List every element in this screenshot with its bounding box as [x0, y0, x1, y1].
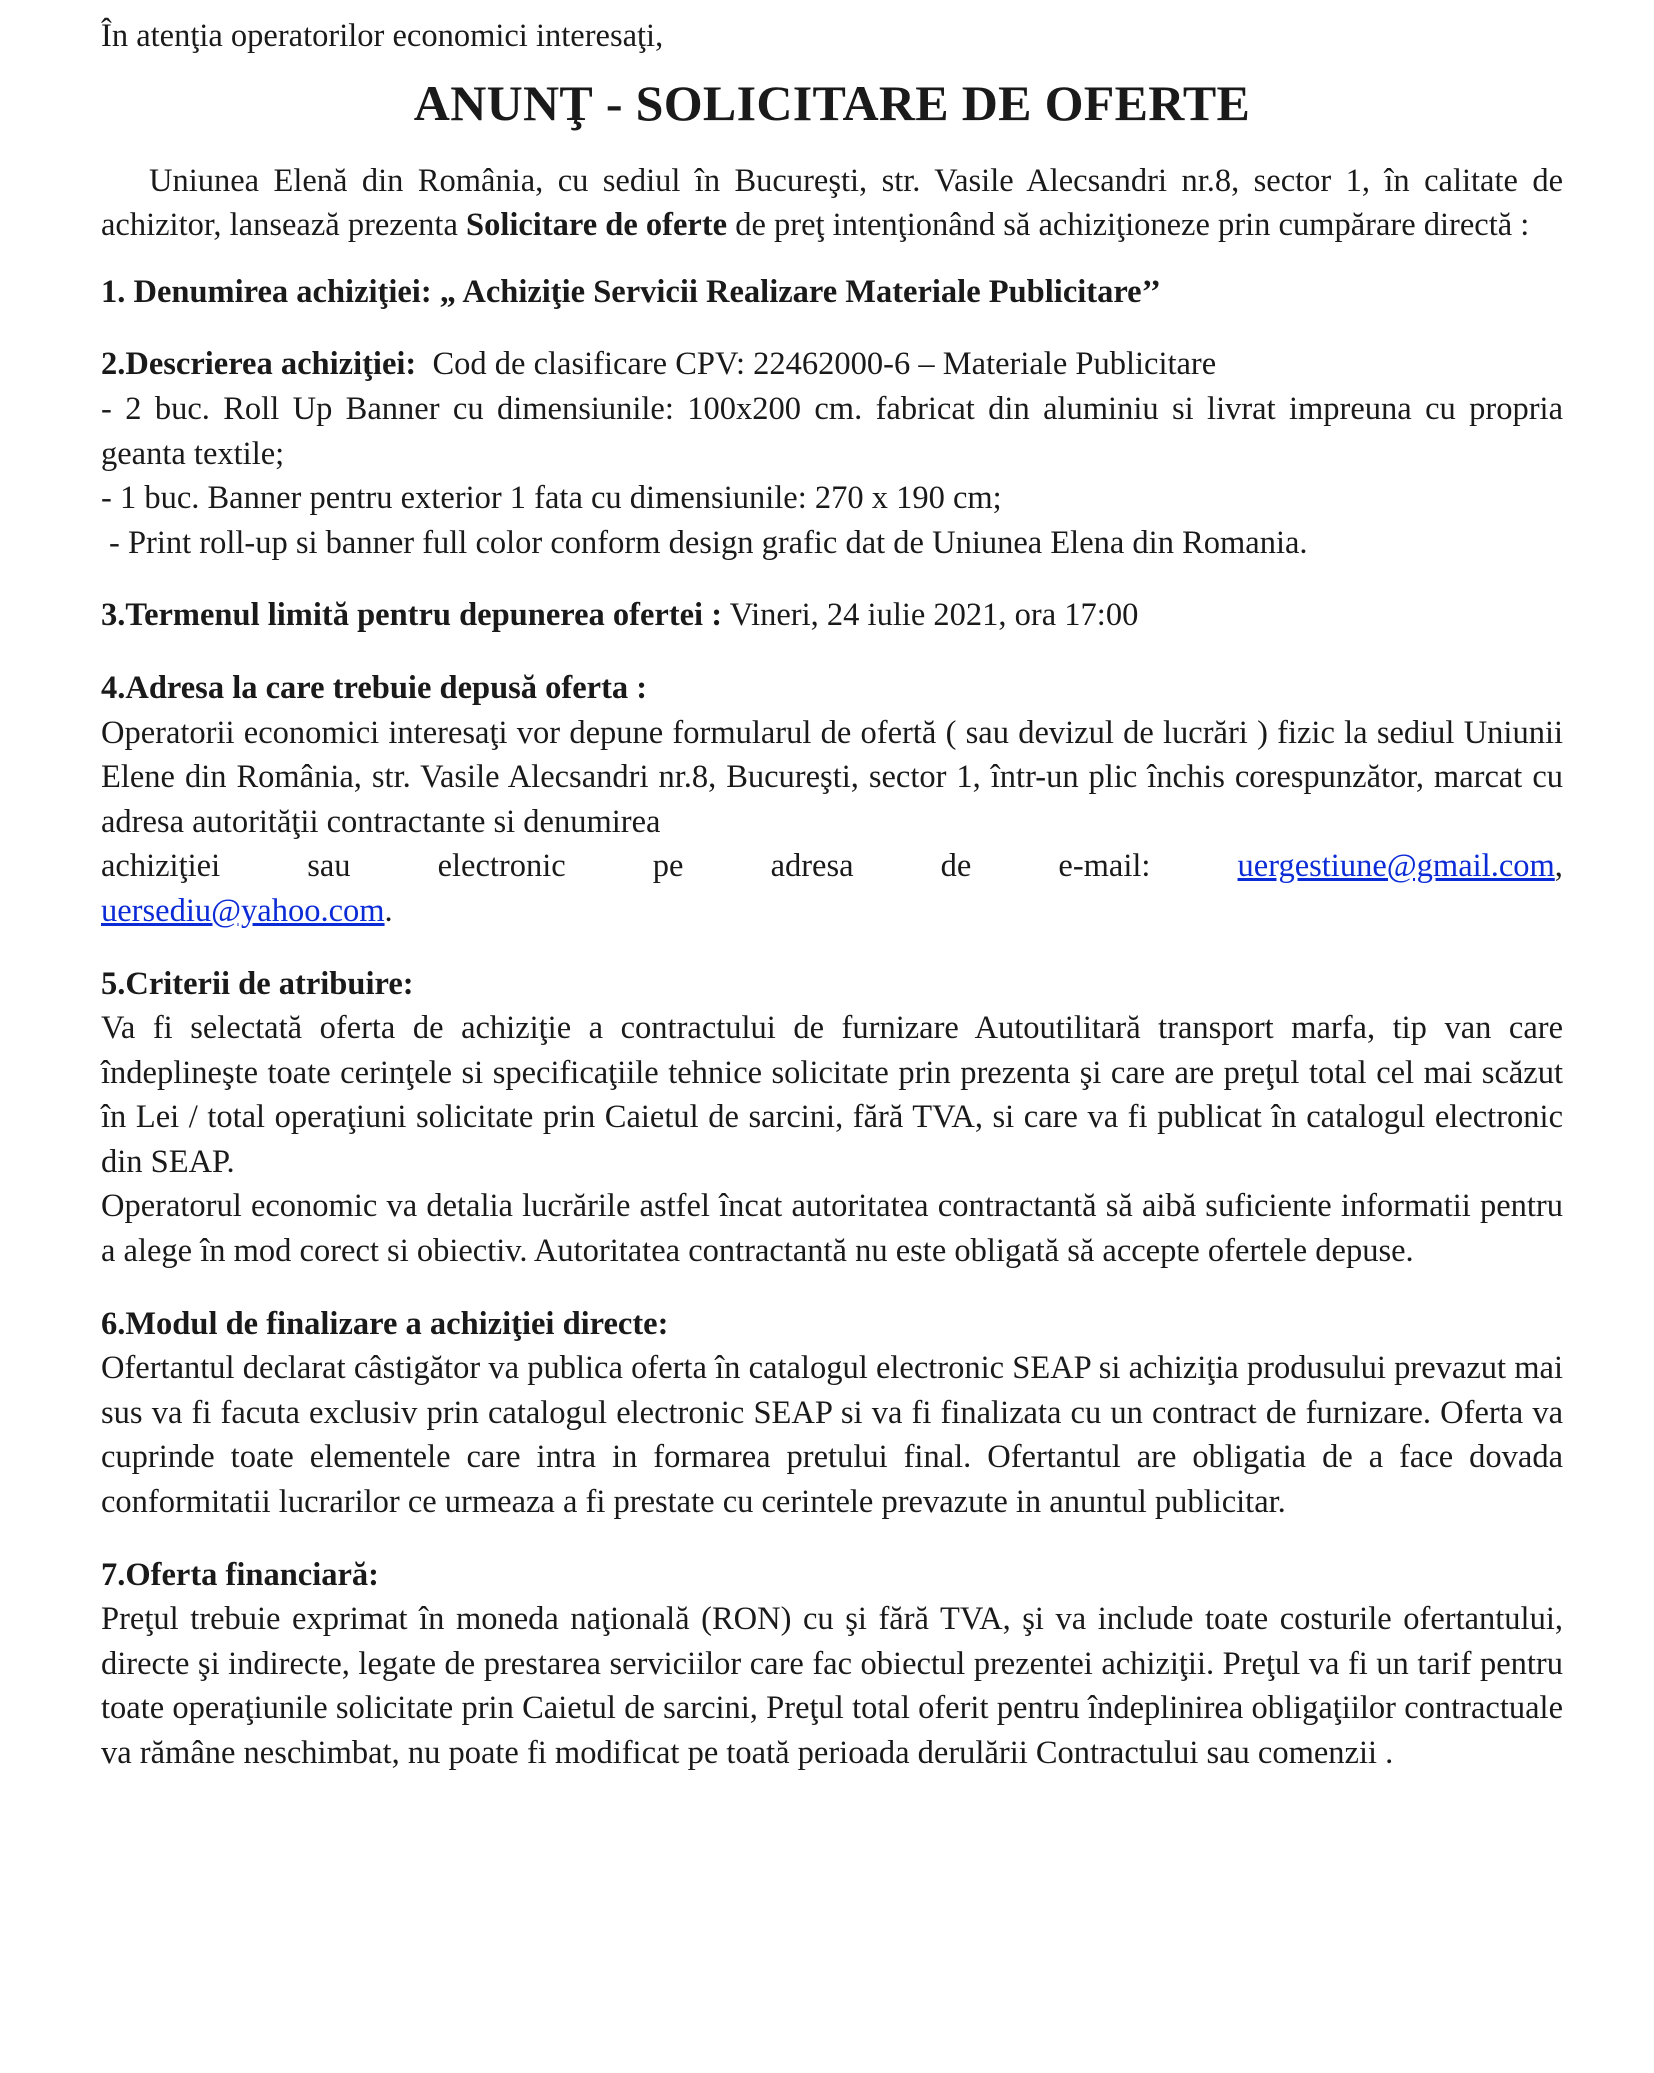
section-2-item-2: - 1 buc. Banner pentru exterior 1 fata cu dimensiunile: 270 x 190 cm; — [101, 480, 1002, 517]
section-2-item-3: - Print roll-up si banner full color conform design grafic dat de Uniunea Elena din Romania. — [109, 524, 1308, 561]
section-6-body: Ofertantul declarat câstigător va publica oferta în catalogul electronic SEAP si achiziţia produsului prevazut mai sus va fi facuta exclusiv prin catalogul electronic SEAP si va fi finalizata cu un contract de furnizare. Oferta va cuprinde toate elementele care intra in formarea pretului final. Ofertantul are obligatia de a face dovada conformitatii lucrarilor ce urmeaza a fi prestate cu cerintele prevazute in anuntul publicitar. — [101, 1350, 1563, 1521]
section-2-item-1: - 2 buc. Roll Up Banner cu dimensiunile: 100x200 cm. fabricat din aluminiu si livrat impreuna cu propria geanta textile; — [101, 390, 1563, 472]
section-1-title: 1. Denumirea achiziţiei: „ Achiziţie Servicii Realizare Materiale Publicitare’’ — [101, 273, 1161, 310]
section-7-heading: 7.Oferta financiară: — [101, 1556, 379, 1593]
section-2-first-line — [101, 342, 1563, 387]
section-3-heading: 3.Termenul limită pentru depunerea ofertei : — [101, 597, 723, 634]
intro-paragraph — [101, 159, 1563, 248]
email-link-gestiune[interactable]: uergestiune@gmail.com — [1237, 848, 1555, 885]
email-link-sediu[interactable]: uersediu@yahoo.com — [101, 892, 385, 929]
cpv-code-text: Cod de clasificare CPV: 22462000-6 – Materiale Publicitare — [416, 346, 1217, 383]
section-2-heading: 2.Descrierea achiziţiei: — [101, 346, 417, 383]
intro-text-start: Uniunea Elenă din România, cu sediul în Bucureşti, str. Vasile Alecsandri nr.8, sector 1, în calitate de achizitor, lansează prezenta — [101, 162, 1563, 244]
intro-text-end: de preţ intenţionând să achiziţioneze prin cumpărare directă : — [727, 207, 1530, 244]
deadline-value: Vineri, 24 iulie 2021, ora 17:00 — [722, 597, 1139, 634]
section-6-heading: 6.Modul de finalizare a achiziţiei directe: — [101, 1305, 669, 1342]
section-4-heading: 4.Adresa la care trebuie depusă oferta : — [101, 669, 648, 706]
section-5-paragraph-1: Va fi selectată oferta de achiziţie a contractului de furnizare Autoutilitară transport marfa, tip van care îndeplineşte toate cerinţele si specificaţiile tehnice solicitate prin prezenta şi care are preţul total cel mai scăzut în Lei / total operaţiuni solicitate prin Caietul de sarcini, fără TVA, si care va fi publicat în catalogul electronic din SEAP. — [101, 1010, 1563, 1180]
email-line-word: achiziţiei — [101, 848, 221, 885]
email-line-word: de — [940, 848, 972, 885]
section-3-line — [101, 593, 1563, 638]
email-line-word: adresa — [770, 848, 854, 885]
document-page — [101, 14, 1563, 1776]
email-line-word: pe — [652, 848, 684, 885]
email-line-word: electronic — [437, 848, 566, 885]
section-4-email-line-2: uersediu@yahoo.com. — [101, 892, 393, 929]
section-4-body: Operatorii economici interesaţi vor depune formularul de ofertă ( sau devizul de lucrări ) fizic la sediul Uniunii Elene din România, str. Vasile Alecsandri nr.8, Bucureşti, sector 1, într-un plic închis corespunzător, marcat cu adresa autorităţii contractante si denumirea — [101, 714, 1563, 840]
section-4-email-line — [101, 844, 1563, 889]
email-line-word: e-mail: — [1058, 848, 1151, 885]
section-7-body: Preţul trebuie exprimat în moneda naţională (RON) cu şi fără TVA, şi va include toate costurile ofertantului, directe şi indirecte, legate de prestarea serviciilor care fac obiectul prezentei achiziţii. Preţul va fi un tarif pentru toate operaţiunile solicitate prin Caietul de sarcini, Preţul total oferit pentru îndeplinirea obligaţiilor contractuale va rămâne neschimbat, nu poate fi modificat pe toată perioada derulării Contractului sau comenzii . — [101, 1601, 1563, 1771]
section-5-paragraph-2: Operatorul economic va detalia lucrările astfel încat autoritatea contractantă să aibă suficiente informatii pentru a alege în mod corect si obiectiv. Autoritatea contractantă nu este obligată să accepte ofertele depuse. — [101, 1188, 1563, 1270]
intro-bold-phrase: Solicitare de oferte — [466, 207, 728, 244]
section-5-heading: 5.Criterii de atribuire: — [101, 965, 414, 1002]
email-line-word: sau — [307, 848, 351, 885]
email-link-1-wrap: uergestiune@gmail.com, — [1237, 848, 1563, 885]
greeting-line: În atenţia operatorilor economici interesaţi, — [101, 18, 664, 54]
announcement-title: ANUNŢ - SOLICITARE DE OFERTE — [413, 74, 1251, 131]
